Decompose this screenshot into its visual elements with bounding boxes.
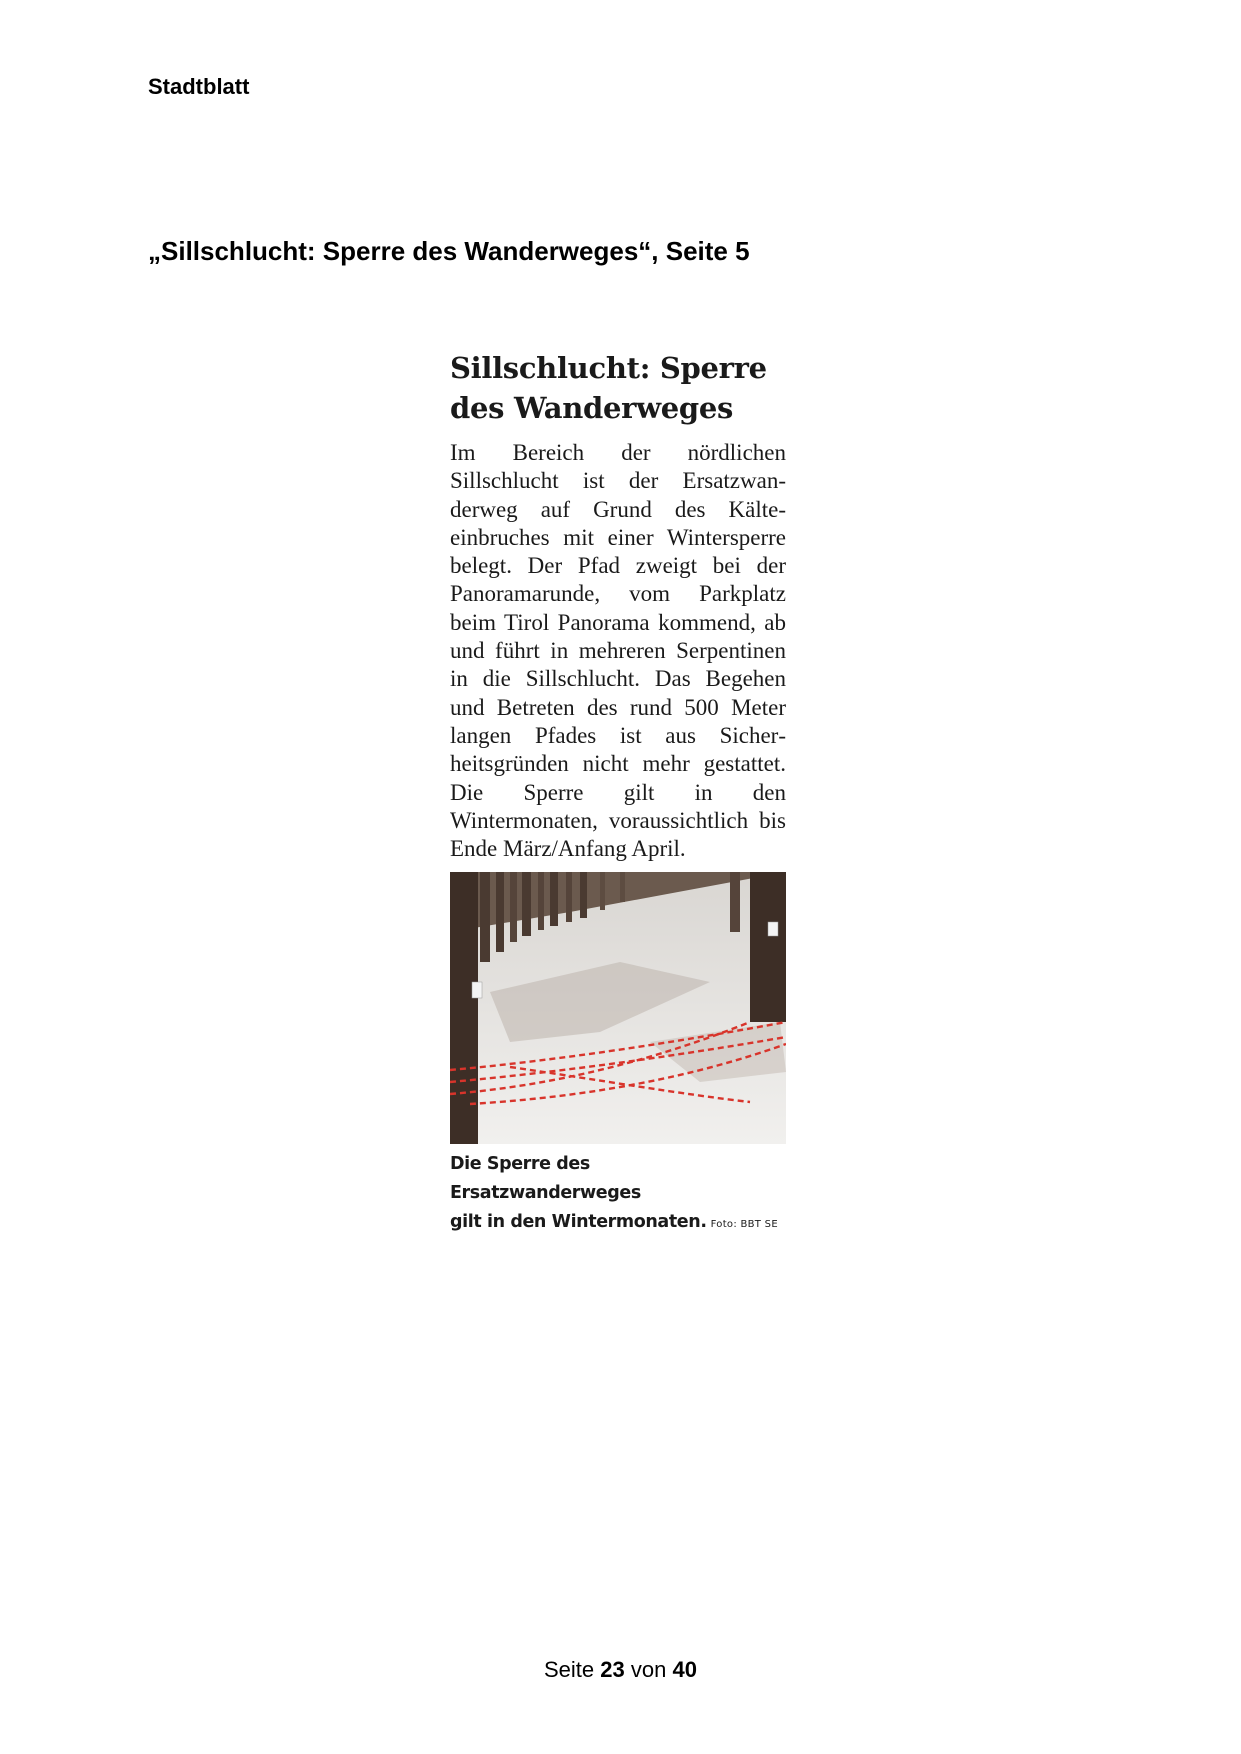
clipping-title	[450, 348, 786, 428]
clipping-title-line-2: des Wanderweges	[450, 391, 734, 425]
caption-line-1: Die Sperre des Ersatzwanderweges	[450, 1154, 641, 1204]
clipping-body: Im Bereich der nördlichen Sillschlucht ist der Ersatzwanderweg auf Grund des Kälteeinbruches mit einer Wintersperre belegt. Der Pfad zweigt bei der Panoramarunde, vom Parkplatz beim Tirol Panorama kommend, ab und führt in mehreren Serpentinen in die Sillschlucht. Das Begehen und Betreten des rund 500 Meter langen Pfades ist aus Sicherheitsgründen nicht mehr gestattet. Die Sperre gilt in den Wintermonaten, voraussichtlich bis Ende März/Anfang April.	[450, 440, 786, 862]
photo-credit: Foto: BBT SE	[710, 1219, 778, 1231]
page-number	[0, 1657, 1241, 1683]
page-separator: von	[630, 1657, 667, 1682]
clipping-title-line-1: Sillschlucht: Sperre	[450, 351, 767, 385]
newspaper-source: Stadtblatt	[148, 74, 250, 99]
photo-caption	[450, 1150, 786, 1239]
caption-line-2: gilt in den Wintermonaten.	[450, 1212, 707, 1233]
article-heading: „Sillschlucht: Sperre des Wanderweges“, Seite 5	[148, 236, 750, 266]
newspaper-clipping	[450, 348, 786, 1239]
snowy-forest-photo	[450, 872, 786, 1144]
page-prefix: Seite	[544, 1657, 595, 1682]
total-pages: 40	[672, 1657, 697, 1682]
current-page: 23	[600, 1657, 625, 1682]
